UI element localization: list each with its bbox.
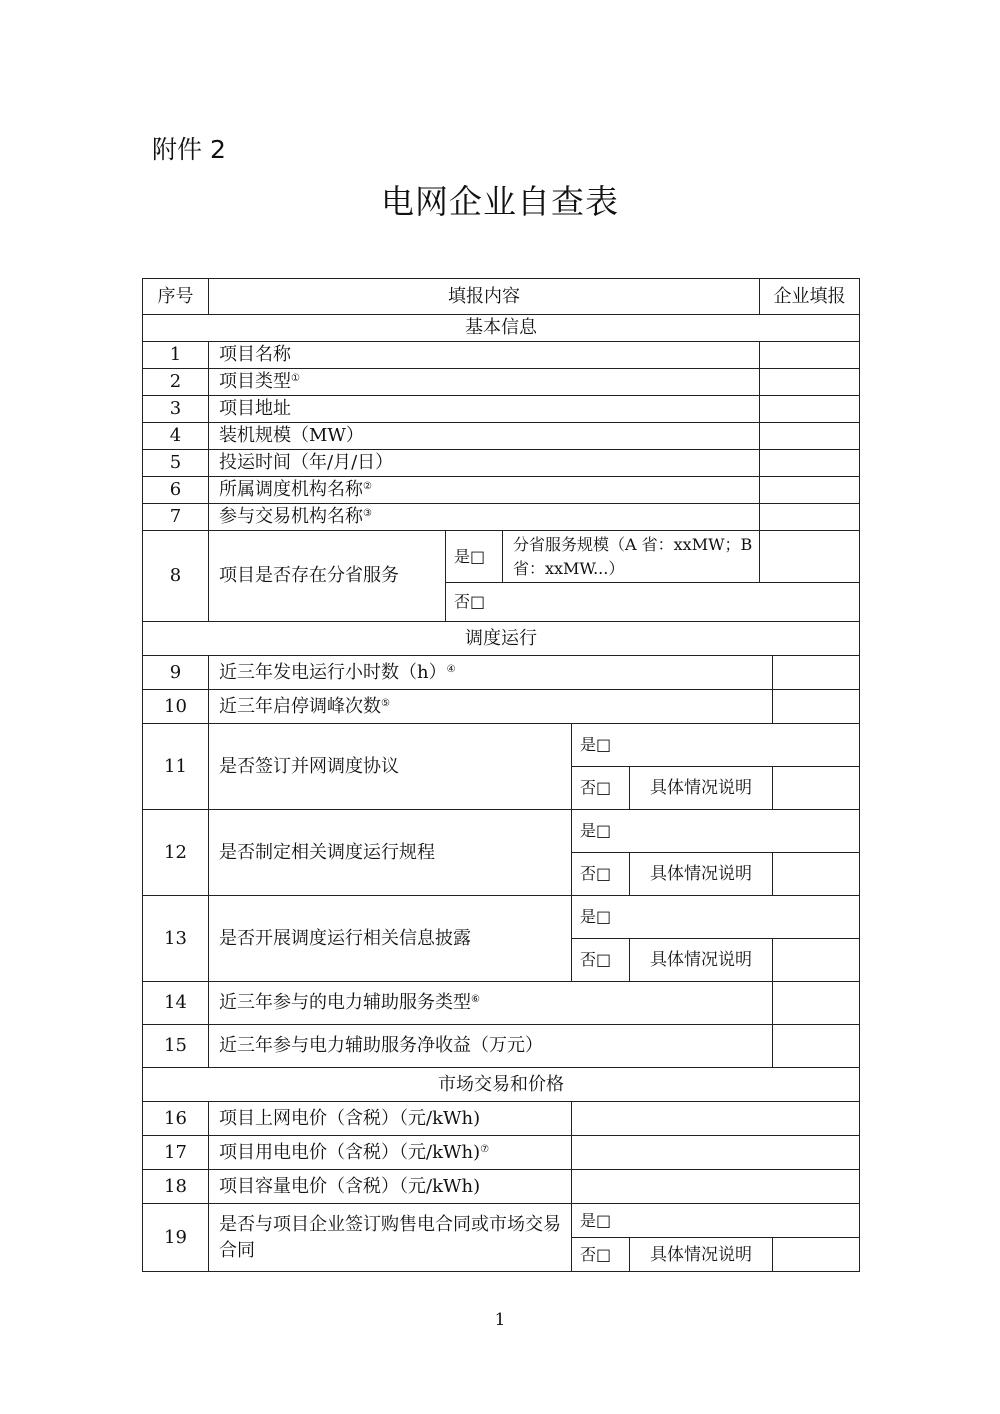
section-title: 市场交易和价格 — [143, 1068, 860, 1102]
fill-cell[interactable] — [773, 656, 860, 690]
section-row-dispatch — [143, 622, 860, 656]
row-label: 项目地址 — [209, 396, 760, 423]
table-row — [143, 1025, 860, 1068]
fill-cell[interactable] — [760, 450, 860, 477]
detail-input[interactable] — [773, 1238, 860, 1272]
table-row — [143, 450, 860, 477]
row-label: 投运时间（年/月/日） — [209, 450, 760, 477]
yes-checkbox[interactable]: 是□ — [572, 1204, 860, 1238]
row-number: 4 — [143, 423, 209, 450]
row-label: 所属调度机构名称② — [209, 477, 760, 504]
row-label: 项目类型① — [209, 369, 760, 396]
col-header-fill: 企业填报 — [760, 279, 860, 315]
attachment-label: 附件 2 — [152, 135, 226, 164]
table-row — [143, 396, 860, 423]
row-label: 项目用电电价（含税）（元/kWh)⑦ — [209, 1136, 572, 1170]
row-number: 19 — [143, 1204, 209, 1272]
row-number: 16 — [143, 1102, 209, 1136]
table-row — [143, 504, 860, 531]
row-number: 15 — [143, 1025, 209, 1068]
row-number: 13 — [143, 896, 209, 982]
row-label: 项目是否存在分省服务 — [209, 531, 446, 622]
no-checkbox[interactable]: 否□ — [572, 1238, 630, 1272]
col-header-content: 填报内容 — [209, 279, 760, 315]
row-number: 9 — [143, 656, 209, 690]
table-row — [143, 531, 860, 583]
table-row — [143, 477, 860, 504]
table-row — [143, 369, 860, 396]
table-row — [143, 1204, 860, 1238]
section-row-market — [143, 1068, 860, 1102]
table-row — [143, 656, 860, 690]
page-number: 1 — [494, 1310, 506, 1330]
row-number: 10 — [143, 690, 209, 724]
table-row — [143, 1102, 860, 1136]
fill-cell[interactable] — [760, 531, 860, 583]
no-checkbox[interactable]: 否□ — [572, 853, 630, 896]
self-check-table — [142, 278, 860, 1272]
fill-cell[interactable] — [760, 504, 860, 531]
fill-cell[interactable] — [760, 396, 860, 423]
row-label: 是否开展调度运行相关信息披露 — [209, 896, 572, 982]
fill-cell[interactable] — [773, 982, 860, 1025]
yes-checkbox[interactable]: 是□ — [572, 724, 860, 767]
row-label: 装机规模（MW） — [209, 423, 760, 450]
section-title: 调度运行 — [143, 622, 860, 656]
fill-cell[interactable] — [572, 1170, 860, 1204]
fill-cell[interactable] — [572, 1136, 860, 1170]
row-label: 项目容量电价（含税）（元/kWh) — [209, 1170, 572, 1204]
no-checkbox[interactable]: 否□ — [572, 767, 630, 810]
detail-label: 具体情况说明 — [630, 853, 773, 896]
detail-label: 具体情况说明 — [630, 767, 773, 810]
fill-cell[interactable] — [760, 369, 860, 396]
row-label: 项目名称 — [209, 342, 760, 369]
table-row — [143, 982, 860, 1025]
row-number: 8 — [143, 531, 209, 622]
row-label: 是否与项目企业签订购售电合同或市场交易合同 — [209, 1204, 572, 1272]
section-row-basic — [143, 315, 860, 342]
row-number: 3 — [143, 396, 209, 423]
section-title: 基本信息 — [143, 315, 860, 342]
row-label: 近三年发电运行小时数（h）④ — [209, 656, 773, 690]
detail-input[interactable] — [773, 853, 860, 896]
row-label: 项目上网电价（含税）（元/kWh) — [209, 1102, 572, 1136]
row-number: 7 — [143, 504, 209, 531]
detail-label: 具体情况说明 — [630, 939, 773, 982]
fill-cell[interactable] — [773, 1025, 860, 1068]
fill-cell[interactable] — [760, 423, 860, 450]
row-number: 6 — [143, 477, 209, 504]
yes-checkbox[interactable]: 是□ — [572, 810, 860, 853]
table-row — [143, 423, 860, 450]
table-row — [143, 342, 860, 369]
table-row — [143, 810, 860, 853]
row-number: 14 — [143, 982, 209, 1025]
row-number: 17 — [143, 1136, 209, 1170]
row-label: 参与交易机构名称③ — [209, 504, 760, 531]
no-checkbox[interactable]: 否□ — [572, 939, 630, 982]
fill-cell[interactable] — [760, 342, 860, 369]
table-row — [143, 724, 860, 767]
no-checkbox[interactable]: 否□ — [446, 583, 860, 622]
row-label: 是否制定相关调度运行规程 — [209, 810, 572, 896]
detail-input[interactable] — [773, 939, 860, 982]
split-scale-label: 分省服务规模（A 省：xxMW；B 省：xxMW...） — [503, 531, 760, 583]
row-number: 2 — [143, 369, 209, 396]
table-header-row — [143, 279, 860, 315]
table-row — [143, 1136, 860, 1170]
row-label: 是否签订并网调度协议 — [209, 724, 572, 810]
page-title: 电网企业自查表 — [381, 182, 619, 221]
table-row — [143, 896, 860, 939]
fill-cell[interactable] — [760, 477, 860, 504]
fill-cell[interactable] — [773, 690, 860, 724]
col-header-seq: 序号 — [143, 279, 209, 315]
yes-checkbox[interactable]: 是□ — [446, 531, 503, 583]
row-number: 12 — [143, 810, 209, 896]
detail-label: 具体情况说明 — [630, 1238, 773, 1272]
fill-cell[interactable] — [572, 1102, 860, 1136]
table-row — [143, 1170, 860, 1204]
detail-input[interactable] — [773, 767, 860, 810]
row-number: 11 — [143, 724, 209, 810]
table-row — [143, 690, 860, 724]
row-label: 近三年参与的电力辅助服务类型⑥ — [209, 982, 773, 1025]
row-number: 5 — [143, 450, 209, 477]
row-number: 18 — [143, 1170, 209, 1204]
row-number: 1 — [143, 342, 209, 369]
row-label: 近三年参与电力辅助服务净收益（万元） — [209, 1025, 773, 1068]
yes-checkbox[interactable]: 是□ — [572, 896, 860, 939]
row-label: 近三年启停调峰次数⑤ — [209, 690, 773, 724]
